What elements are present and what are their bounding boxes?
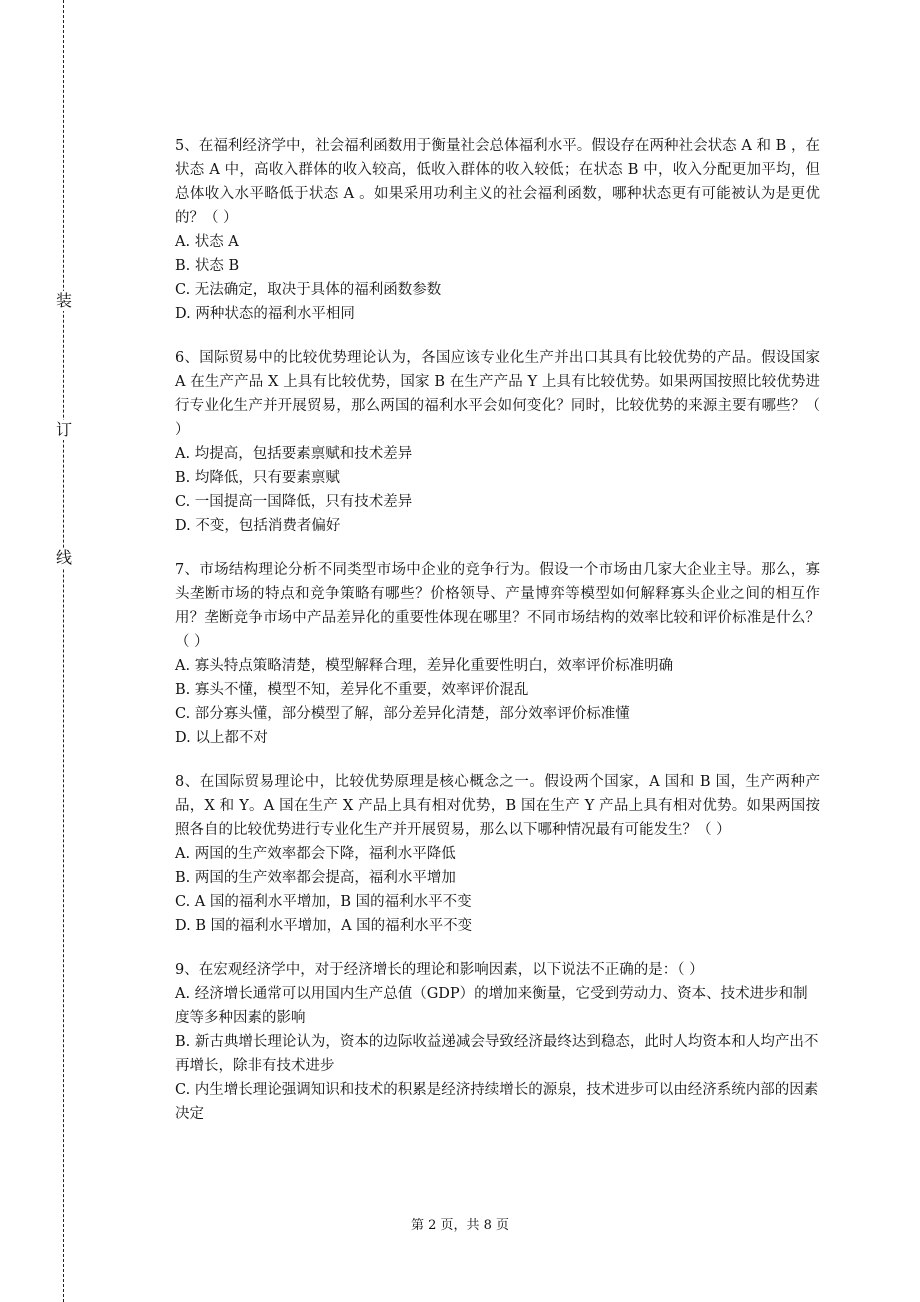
option-b: B. 状态 B	[175, 258, 240, 274]
question-6	[175, 346, 820, 538]
option-a: A. 两国的生产效率都会下降，福利水平降低	[175, 846, 456, 862]
option-d: D. 两种状态的福利水平相同	[175, 306, 355, 322]
option-a: A. 状态 A	[175, 234, 239, 250]
option-a: A. 经济增长通常可以用国内生产总值（GDP）的增加来衡量，它受到劳动力、资本、技术进步和制度等多种因素的影响	[175, 986, 808, 1026]
option-b: B. 寡头不懂，模型不知，差异化不重要，效率评价混乱	[175, 682, 529, 698]
binding-dashed-line	[63, 0, 64, 1302]
option-d: D. 不变，包括消费者偏好	[175, 518, 341, 534]
binding-char-xian: 线	[55, 548, 72, 567]
question-stem: 6、国际贸易中的比较优势理论认为，各国应该专业化生产并出口其具有比较优势的产品。假设国家 A 在生产产品 X 上具有比较优势，国家 B 在生产产品 Y 上具有比较优势。如果两国按照比较优势进行专业化生产并开展贸易，那么两国的福利水平会如何变化？同时，比较优势的来源主要有哪些？（ ）	[175, 350, 820, 438]
question-stem: 5、在福利经济学中，社会福利函数用于衡量社会总体福利水平。假设存在两种社会状态 A 和 B ，在状态 A 中，高收入群体的收入较高，低收入群体的收入较低；在状态 B 中，收入分配更加平均，但总体收入水平略低于状态 A 。如果采用功利主义的社会福利函数，哪种状态更有可能被认为是更优的？（ ）	[175, 138, 820, 226]
option-d: D. B 国的福利水平增加，A 国的福利水平不变	[175, 918, 473, 934]
option-c: C. A 国的福利水平增加，B 国的福利水平不变	[175, 894, 472, 910]
option-a: A. 均提高，包括要素禀赋和技术差异	[175, 446, 413, 462]
option-c: C. 无法确定，取决于具体的福利函数参数	[175, 282, 442, 298]
option-b: B. 新古典增长理论认为，资本的边际收益递减会导致经济最终达到稳态，此时人均资本和人均产出不再增长，除非有技术进步	[175, 1034, 819, 1074]
option-c: C. 内生增长理论强调知识和技术的积累是经济持续增长的源泉，技术进步可以由经济系统内部的因素决定	[175, 1082, 819, 1122]
binding-char-zhuang: 装	[55, 291, 72, 310]
option-c: C. 一国提高一国降低，只有技术差异	[175, 494, 413, 510]
question-8	[175, 770, 820, 938]
option-c: C. 部分寡头懂，部分模型了解，部分差异化清楚，部分效率评价标准懂	[175, 706, 630, 722]
page-number: 第 2 页，共 8 页	[410, 1218, 510, 1233]
question-5	[175, 134, 820, 326]
option-a: A. 寡头特点策略清楚，模型解释合理，差异化重要性明白，效率评价标准明确	[175, 658, 674, 674]
binding-char-ding: 订	[55, 420, 72, 439]
question-7	[175, 558, 820, 750]
question-stem: 9、在宏观经济学中，对于经济增长的理论和影响因素，以下说法不正确的是：（ ）	[175, 962, 704, 978]
question-stem: 7、市场结构理论分析不同类型市场中企业的竞争行为。假设一个市场由几家大企业主导。那么，寡头垄断市场的特点和竞争策略有哪些？价格领导、产量博弈等模型如何解释寡头企业之间的相互作用？垄断竞争市场中产品差异化的重要性体现在哪里？不同市场结构的效率比较和评价标准是什么？（ ）	[175, 562, 820, 650]
question-stem: 8、在国际贸易理论中，比较优势原理是核心概念之一。假设两个国家，A 国和 B 国，生产两种产品，X 和 Y。A 国在生产 X 产品上具有相对优势，B 国在生产 Y 产品上具有相对优势。如果两国按照各自的比较优势进行专业化生产并开展贸易，那么以下哪种情况最有可能发生？（ ）	[175, 774, 820, 838]
question-list	[175, 134, 820, 1146]
option-b: B. 两国的生产效率都会提高，福利水平增加	[175, 870, 456, 886]
question-9	[175, 958, 820, 1126]
option-b: B. 均降低，只有要素禀赋	[175, 470, 340, 486]
option-d: D. 以上都不对	[175, 730, 268, 746]
